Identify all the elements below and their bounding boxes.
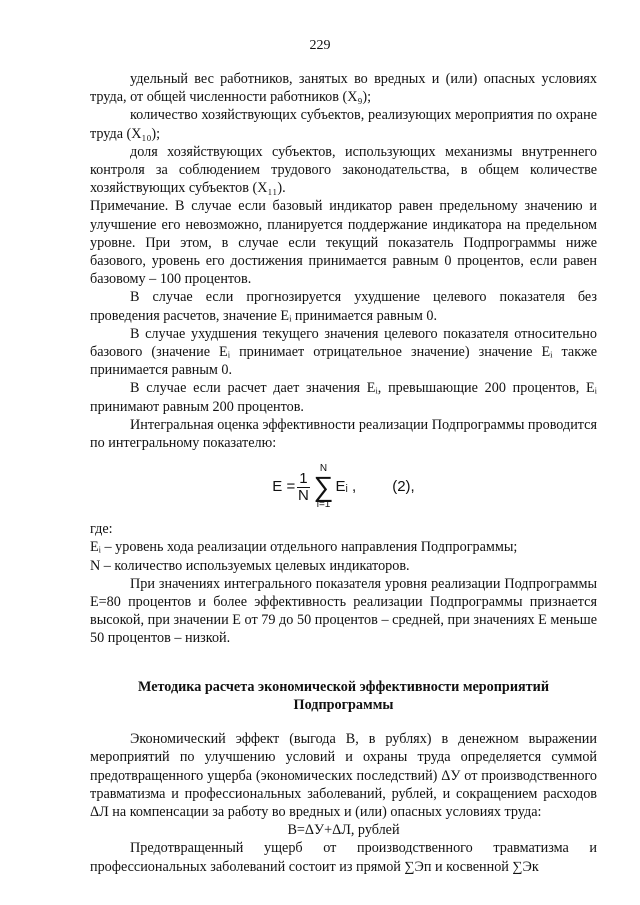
formula-term: Eᵢ ,	[335, 478, 357, 496]
page-number: 229	[309, 38, 331, 53]
paragraph-over-200: В случае если расчет дает значения Eᵢ, превышающие 200 процентов, Eᵢ принимают равным 200 процентов.	[90, 380, 597, 415]
formula-2	[90, 456, 597, 518]
paragraph-note: Примечание. В случае если базовый индикатор равен предельному значению и улучшение его невозможно, планируется поддержание индикатора на предельном уровне. При этом, в случае если текущий показатель Подпрограммы ниже базового, уровень его достижения принимается равным 0 процентов, если равен базовому – 100 процентов.	[90, 198, 597, 288]
formula-denominator: N	[297, 486, 309, 504]
formula-sum	[314, 464, 334, 510]
definition-n: N – количество используемых целевых индикаторов.	[90, 557, 410, 574]
paragraph-thresholds: При значениях интегрального показателя уровня реализации Подпрограммы E=80 процентов и более эффективность реализации Подпрограммы признается высокой, при значении E от 79 до 50 процентов – средней, при значениях E меньше 50 процентов – низкой.	[90, 575, 597, 647]
section-heading-line1: Методика расчета экономической эффективности мероприятий	[137, 678, 549, 695]
formula-sum-lower: i=1	[316, 499, 331, 511]
formula-fraction	[297, 471, 309, 504]
definition-ei: Eᵢ – уровень хода реализации отдельного направления Подпрограммы;	[90, 539, 518, 556]
paragraph-economic-effect: Экономический эффект (выгода В, в рублях) в денежном выражении мероприятий по улучшению условий и охраны труда определяется суммой предотвращенного ущерба (экономических последствий) ΔУ от производственного травматизма и профессиональных заболеваний, рублей, и сокращением расходов ΔЛ на компенсации за работу во вредных и (или) опасных условиях труда:	[90, 731, 597, 820]
paragraph-prevented-damage: Предотвращенный ущерб от производственного травматизма и профессиональных заболеваний состоит из прямой ∑Эп и косвенной ∑Эк	[90, 840, 597, 875]
sigma-symbol: ∑	[313, 471, 334, 503]
paragraph-x11: доля хозяйствующих субъектов, использующих механизмы внутреннего контроля за соблюдением трудового законодательства, в общем количестве хозяйствующих субъектов (X₁₁).	[90, 143, 597, 197]
section-heading	[90, 678, 597, 714]
document-body	[90, 70, 597, 876]
paragraph-forecast: В случае если прогнозируется ухудшение целевого показателя без проведения расчетов, значение Eᵢ принимается равным 0.	[90, 289, 597, 324]
formula-lhs: E =	[272, 478, 296, 496]
formula-b: В=ΔУ+ΔЛ, рублей	[287, 822, 400, 839]
paragraph-x10: количество хозяйствующих субъектов, реализующих мероприятия по охране труда (X₁₀);	[90, 107, 597, 142]
paragraph-deterioration: В случае ухудшения текущего значения целевого показателя относительно базового (значение Eᵢ принимает отрицательное значение) значение Eᵢ также принимается равным 0.	[90, 325, 597, 379]
formula-sum-upper: N	[319, 463, 328, 475]
paragraph-x9: удельный вес работников, занятых во вредных и (или) опасных условиях труда, от общей численности работников (X₉);	[90, 71, 597, 106]
formula-numerator: 1	[299, 469, 308, 487]
section-heading-line2: Подпрограммы	[293, 696, 394, 713]
where-label: где:	[90, 521, 113, 538]
paragraph-integral: Интегральная оценка эффективности реализации Подпрограммы проводится по интегральному показателю:	[90, 416, 597, 452]
formula-number: (2),	[392, 478, 415, 496]
